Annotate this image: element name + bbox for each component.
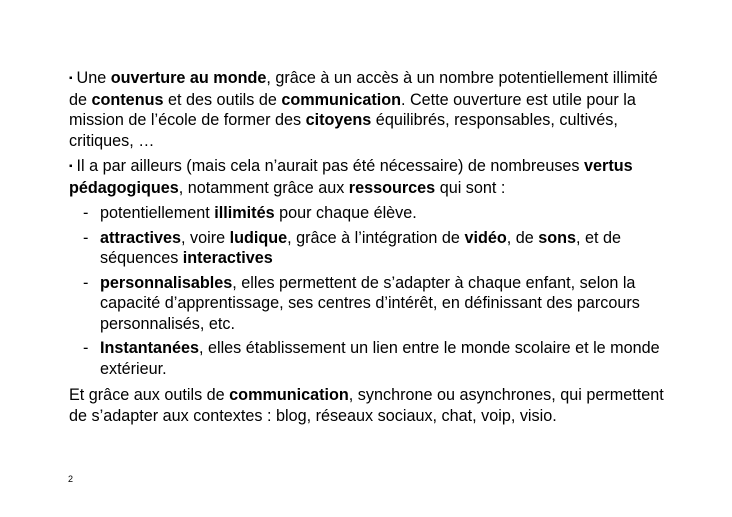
- text-run: Et grâce aux outils de: [69, 386, 230, 404]
- sub-item-attractives: [69, 228, 679, 269]
- bold-run: ressources: [348, 178, 436, 197]
- square-bullet-icon: ▪: [69, 161, 73, 172]
- dash-bullet-icon: -: [83, 273, 89, 292]
- text-run: , notamment grâce aux: [178, 178, 349, 197]
- bold-run: personnalisables: [100, 273, 233, 292]
- bold-run: ouverture au monde: [110, 69, 267, 87]
- bold-run: attractives: [100, 228, 181, 247]
- dash-bullet-icon: -: [83, 228, 89, 247]
- page-number: 2: [68, 474, 74, 484]
- bold-run: contenus: [91, 90, 164, 109]
- sub-item-text: [100, 273, 679, 335]
- closing-paragraph: [69, 385, 679, 426]
- bold-run: illimités: [214, 204, 275, 222]
- bold-run: citoyens: [305, 111, 372, 129]
- text-run: , elles permettent de s’adapter à chaque enfant, selon la capacité d’apprentissage, ses centres d’intérêt, en définissant des parcours personnalisés, etc.: [100, 273, 640, 333]
- bullet-paragraph-vertus: [69, 156, 679, 198]
- text-run: pour chaque élève.: [274, 204, 417, 222]
- bold-run: sons: [538, 228, 577, 247]
- sub-item-text: [100, 203, 679, 224]
- sub-item-text: [100, 338, 679, 379]
- bold-run: vidéo: [464, 228, 507, 247]
- square-bullet-icon: ▪: [69, 73, 73, 84]
- text-run: . Cette ouverture est utile pour la mission de l’école de former des: [69, 90, 636, 129]
- sub-item-instantanees: [69, 338, 679, 379]
- dash-bullet-icon: -: [83, 204, 89, 222]
- bold-run: ludique: [229, 228, 288, 247]
- bullet-paragraph-ouverture: [69, 68, 679, 151]
- bold-run: Instantanées: [100, 339, 199, 357]
- bold-run: vertus pédagogiques: [69, 157, 633, 197]
- text-run: qui sont :: [435, 178, 506, 197]
- dash-bullet-icon: -: [83, 339, 89, 357]
- sub-item-illimites: [69, 203, 679, 224]
- text-run: , de: [506, 228, 539, 247]
- text-run: , synchrone ou asynchrones, qui permettent de s’adapter aux contextes : blog, réseaux sociaux, chat, voip, visio.: [69, 386, 664, 425]
- text-run: Une: [76, 69, 111, 87]
- text-run: potentiellement: [100, 204, 215, 222]
- text-run: , voire: [181, 228, 230, 247]
- sub-item-personnalisables: [69, 273, 679, 335]
- text-run: , elles établissement un lien entre le monde scolaire et le monde extérieur.: [100, 339, 660, 378]
- text-run: , et de séquences: [100, 228, 622, 267]
- text-run: Il a par ailleurs (mais cela n’aurait pas été nécessaire) de nombreuses: [76, 157, 585, 175]
- text-run: et des outils de: [163, 90, 282, 109]
- sub-item-text: [100, 228, 679, 269]
- text-run: , grâce à l’intégration de: [287, 228, 465, 247]
- bold-run: interactives: [182, 249, 273, 267]
- text-run: , grâce à un accès à un nombre potentiellement illimité de: [69, 69, 658, 109]
- slide-content: [69, 68, 679, 431]
- bold-run: communication: [229, 386, 349, 404]
- text-run: équilibrés, responsables, cultivés, critiques, …: [69, 111, 618, 150]
- bold-run: communication: [281, 90, 401, 109]
